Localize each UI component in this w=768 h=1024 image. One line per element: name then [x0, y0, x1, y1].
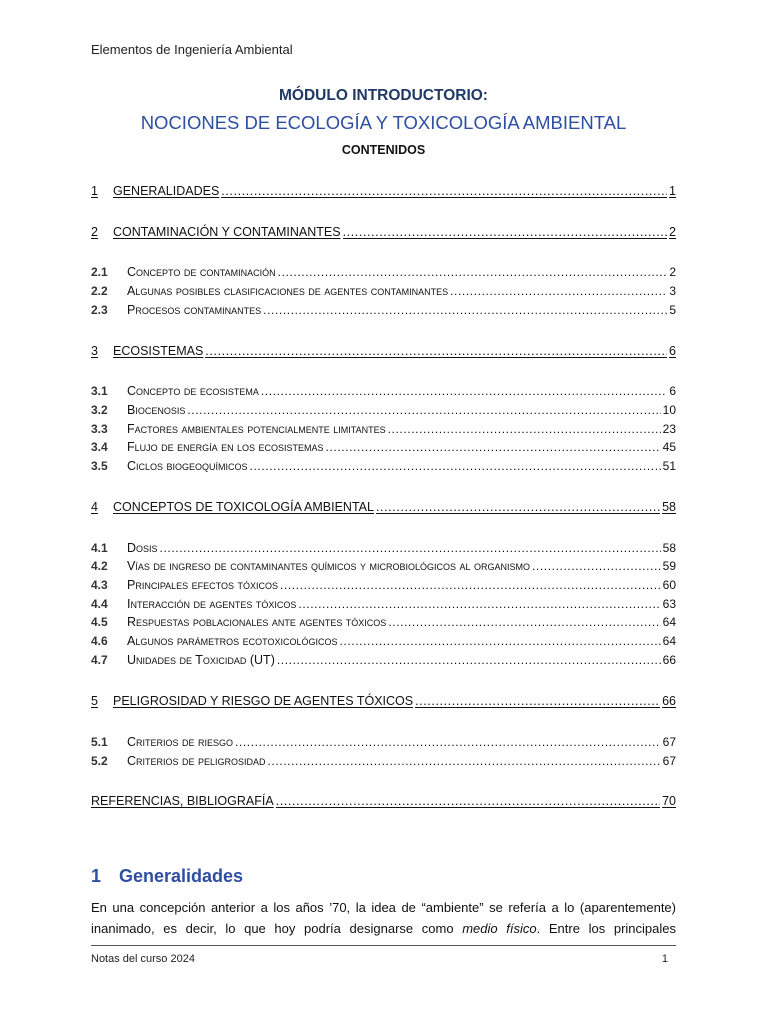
toc-label: Concepto de ecosistema — [127, 384, 259, 398]
toc-number: 2.3 — [91, 303, 108, 317]
toc-page-number: 67 — [662, 735, 676, 749]
toc-page-number: 10 — [662, 403, 676, 417]
toc-number: 4.2 — [91, 559, 108, 573]
document-title: NOCIONES DE ECOLOGÍA Y TOXICOLOGÍA AMBIENTAL — [140, 112, 627, 133]
toc-label: PELIGROSIDAD Y RIESGO DE AGENTES TÓXICOS — [113, 694, 414, 708]
toc-dot-leader — [277, 653, 661, 667]
toc-label: Algunos parámetros ecotoxicológicos — [127, 634, 338, 648]
toc-subsection-row[interactable] — [91, 459, 676, 477]
toc-label: Vías de ingreso de contaminantes químicos y microbiológicos al organismo — [127, 559, 530, 573]
toc-label: REFERENCIAS, BIBLIOGRAFÍA — [91, 794, 274, 808]
toc-page-number: 1 — [669, 184, 676, 198]
toc-number: 4.1 — [91, 541, 108, 555]
toc-label: Interacción de agentes tóxicos — [127, 597, 297, 611]
toc-dot-leader — [298, 597, 660, 611]
toc-number: 4.3 — [91, 578, 108, 592]
toc-dot-leader — [261, 384, 667, 398]
toc-page-number: 5 — [669, 303, 676, 317]
toc-dot-leader — [268, 754, 661, 768]
toc-subsection-row[interactable] — [91, 559, 676, 577]
toc-page-number: 66 — [662, 694, 676, 708]
toc-number: 3.5 — [91, 459, 108, 473]
contents-heading: CONTENIDOS — [341, 143, 426, 157]
toc-dot-leader — [326, 440, 661, 454]
toc-number: 3 — [91, 344, 98, 358]
toc-subsection-row[interactable] — [91, 634, 676, 652]
toc-subsection-row[interactable] — [91, 615, 676, 633]
toc-label: Algunas posibles clasificaciones de agentes contaminantes — [127, 284, 449, 298]
toc-dot-leader — [205, 344, 667, 358]
toc-dot-leader — [388, 615, 660, 629]
toc-label: CONCEPTOS DE TOXICOLOGÍA AMBIENTAL — [113, 500, 374, 514]
toc-dot-leader — [339, 634, 660, 648]
toc-subsection-row[interactable] — [91, 284, 676, 302]
toc-chapter-row[interactable] — [91, 225, 676, 243]
toc-dot-leader — [450, 284, 667, 298]
toc-number: 3.2 — [91, 403, 108, 417]
toc-number: 3.4 — [91, 440, 108, 454]
toc-label: Respuestas poblacionales ante agentes tóxicos — [127, 615, 387, 629]
toc-dot-leader — [221, 184, 667, 198]
toc-number: 4.5 — [91, 615, 108, 629]
body-line — [91, 918, 676, 939]
toc-label: Dosis — [127, 541, 158, 555]
toc-subsection-row[interactable] — [91, 403, 676, 421]
toc-dot-leader — [235, 735, 661, 749]
toc-subsection-row[interactable] — [91, 440, 676, 458]
toc-chapter-row[interactable] — [91, 500, 676, 518]
toc-chapter-row[interactable] — [91, 184, 676, 202]
toc-label: Unidades de Toxicidad (UT) — [127, 653, 275, 667]
toc-label: Ciclos biogeoquímicos — [127, 459, 248, 473]
module-title: MÓDULO INTRODUCTORIO: — [279, 87, 488, 104]
toc-dot-leader — [250, 459, 661, 473]
toc-page-number: 45 — [662, 440, 676, 454]
toc-page-number: 64 — [662, 634, 676, 648]
toc-page-number: 3 — [669, 284, 676, 298]
toc-subsection-row[interactable] — [91, 735, 676, 753]
toc-page-number: 2 — [669, 265, 676, 279]
toc-number: 4 — [91, 500, 98, 514]
section-heading — [91, 866, 243, 887]
toc-label: Criterios de peligrosidad — [127, 754, 266, 768]
toc-subsection-row[interactable] — [91, 578, 676, 596]
toc-dot-leader — [263, 303, 667, 317]
body-paragraph — [91, 897, 676, 939]
toc-subsection-row[interactable] — [91, 541, 676, 559]
toc-subsection-row[interactable] — [91, 265, 676, 283]
toc-subsection-row[interactable] — [91, 384, 676, 402]
toc-number: 2.1 — [91, 265, 108, 279]
toc-page-number: 23 — [662, 422, 676, 436]
toc-dot-leader — [276, 794, 660, 808]
toc-number: 4.7 — [91, 653, 108, 667]
section-title: Generalidades — [119, 866, 244, 886]
body-text-span: inanimado, es decir, lo que hoy podría designarse como — [91, 921, 463, 936]
toc-page-number: 2 — [669, 225, 676, 239]
toc-label: Flujo de energía en los ecosistemas — [127, 440, 324, 454]
toc-dot-leader — [160, 541, 661, 555]
toc-dot-leader — [388, 422, 661, 436]
body-line: En una concepción anterior a los años ’70, la idea de “ambiente” se refería a lo (aparentemente) — [91, 900, 676, 915]
toc-label: ECOSISTEMAS — [113, 344, 204, 358]
toc-number: 5 — [91, 694, 98, 708]
toc-number: 2.2 — [91, 284, 108, 298]
toc-label: Principales efectos tóxicos — [127, 578, 278, 592]
body-emphasis: medio físico — [462, 921, 537, 936]
toc-number: 3.1 — [91, 384, 108, 398]
toc-page-number: 67 — [662, 754, 676, 768]
toc-page-number: 58 — [662, 541, 676, 555]
toc-page-number: 6 — [669, 344, 676, 358]
toc-dot-leader — [415, 694, 660, 708]
toc-subsection-row[interactable] — [91, 422, 676, 440]
toc-label: GENERALIDADES — [113, 184, 220, 198]
footer-course-note: Notas del curso 2024 — [91, 953, 195, 965]
toc-label: Concepto de contaminación — [127, 265, 276, 279]
toc-chapter-row[interactable] — [91, 694, 676, 712]
toc-page-number: 60 — [662, 578, 676, 592]
footer-divider — [91, 945, 676, 946]
toc-label: CONTAMINACIÓN Y CONTAMINANTES — [113, 225, 341, 239]
toc-page-number: 70 — [662, 794, 676, 808]
toc-label: Criterios de riesgo — [127, 735, 233, 749]
toc-label: Factores ambientales potencialmente limitantes — [127, 422, 386, 436]
toc-page-number: 59 — [662, 559, 676, 573]
toc-dot-leader — [343, 225, 667, 239]
toc-page-number: 66 — [662, 653, 676, 667]
toc-dot-leader — [187, 403, 660, 417]
toc-chapter-row[interactable] — [91, 794, 676, 812]
toc-subsection-row[interactable] — [91, 303, 676, 321]
toc-label: Procesos contaminantes — [127, 303, 262, 317]
toc-subsection-row[interactable] — [91, 754, 676, 772]
toc-dot-leader — [376, 500, 660, 514]
toc-page-number: 63 — [662, 597, 676, 611]
section-number: 1 — [91, 866, 102, 886]
toc-number: 3.3 — [91, 422, 108, 436]
toc-number: 4.4 — [91, 597, 108, 611]
toc-page-number: 58 — [662, 500, 676, 514]
body-text-span: . Entre los principales — [536, 921, 677, 936]
toc-number: 5.2 — [91, 754, 108, 768]
toc-page-number: 6 — [669, 384, 676, 398]
toc-number: 2 — [91, 225, 98, 239]
toc-number: 1 — [91, 184, 98, 198]
toc-page-number: 51 — [662, 459, 676, 473]
toc-number: 5.1 — [91, 735, 108, 749]
toc-page-number: 64 — [662, 615, 676, 629]
toc-dot-leader — [280, 578, 661, 592]
running-header: Elementos de Ingeniería Ambiental — [91, 42, 293, 57]
footer-page-number: 1 — [661, 953, 668, 965]
toc-chapter-row[interactable] — [91, 344, 676, 362]
title-block — [91, 86, 676, 159]
toc-subsection-row[interactable] — [91, 597, 676, 615]
toc-number: 4.6 — [91, 634, 108, 648]
toc-dot-leader — [532, 559, 661, 573]
toc-subsection-row[interactable] — [91, 653, 676, 671]
toc-dot-leader — [278, 265, 668, 279]
toc-label: Biocenosis — [127, 403, 186, 417]
